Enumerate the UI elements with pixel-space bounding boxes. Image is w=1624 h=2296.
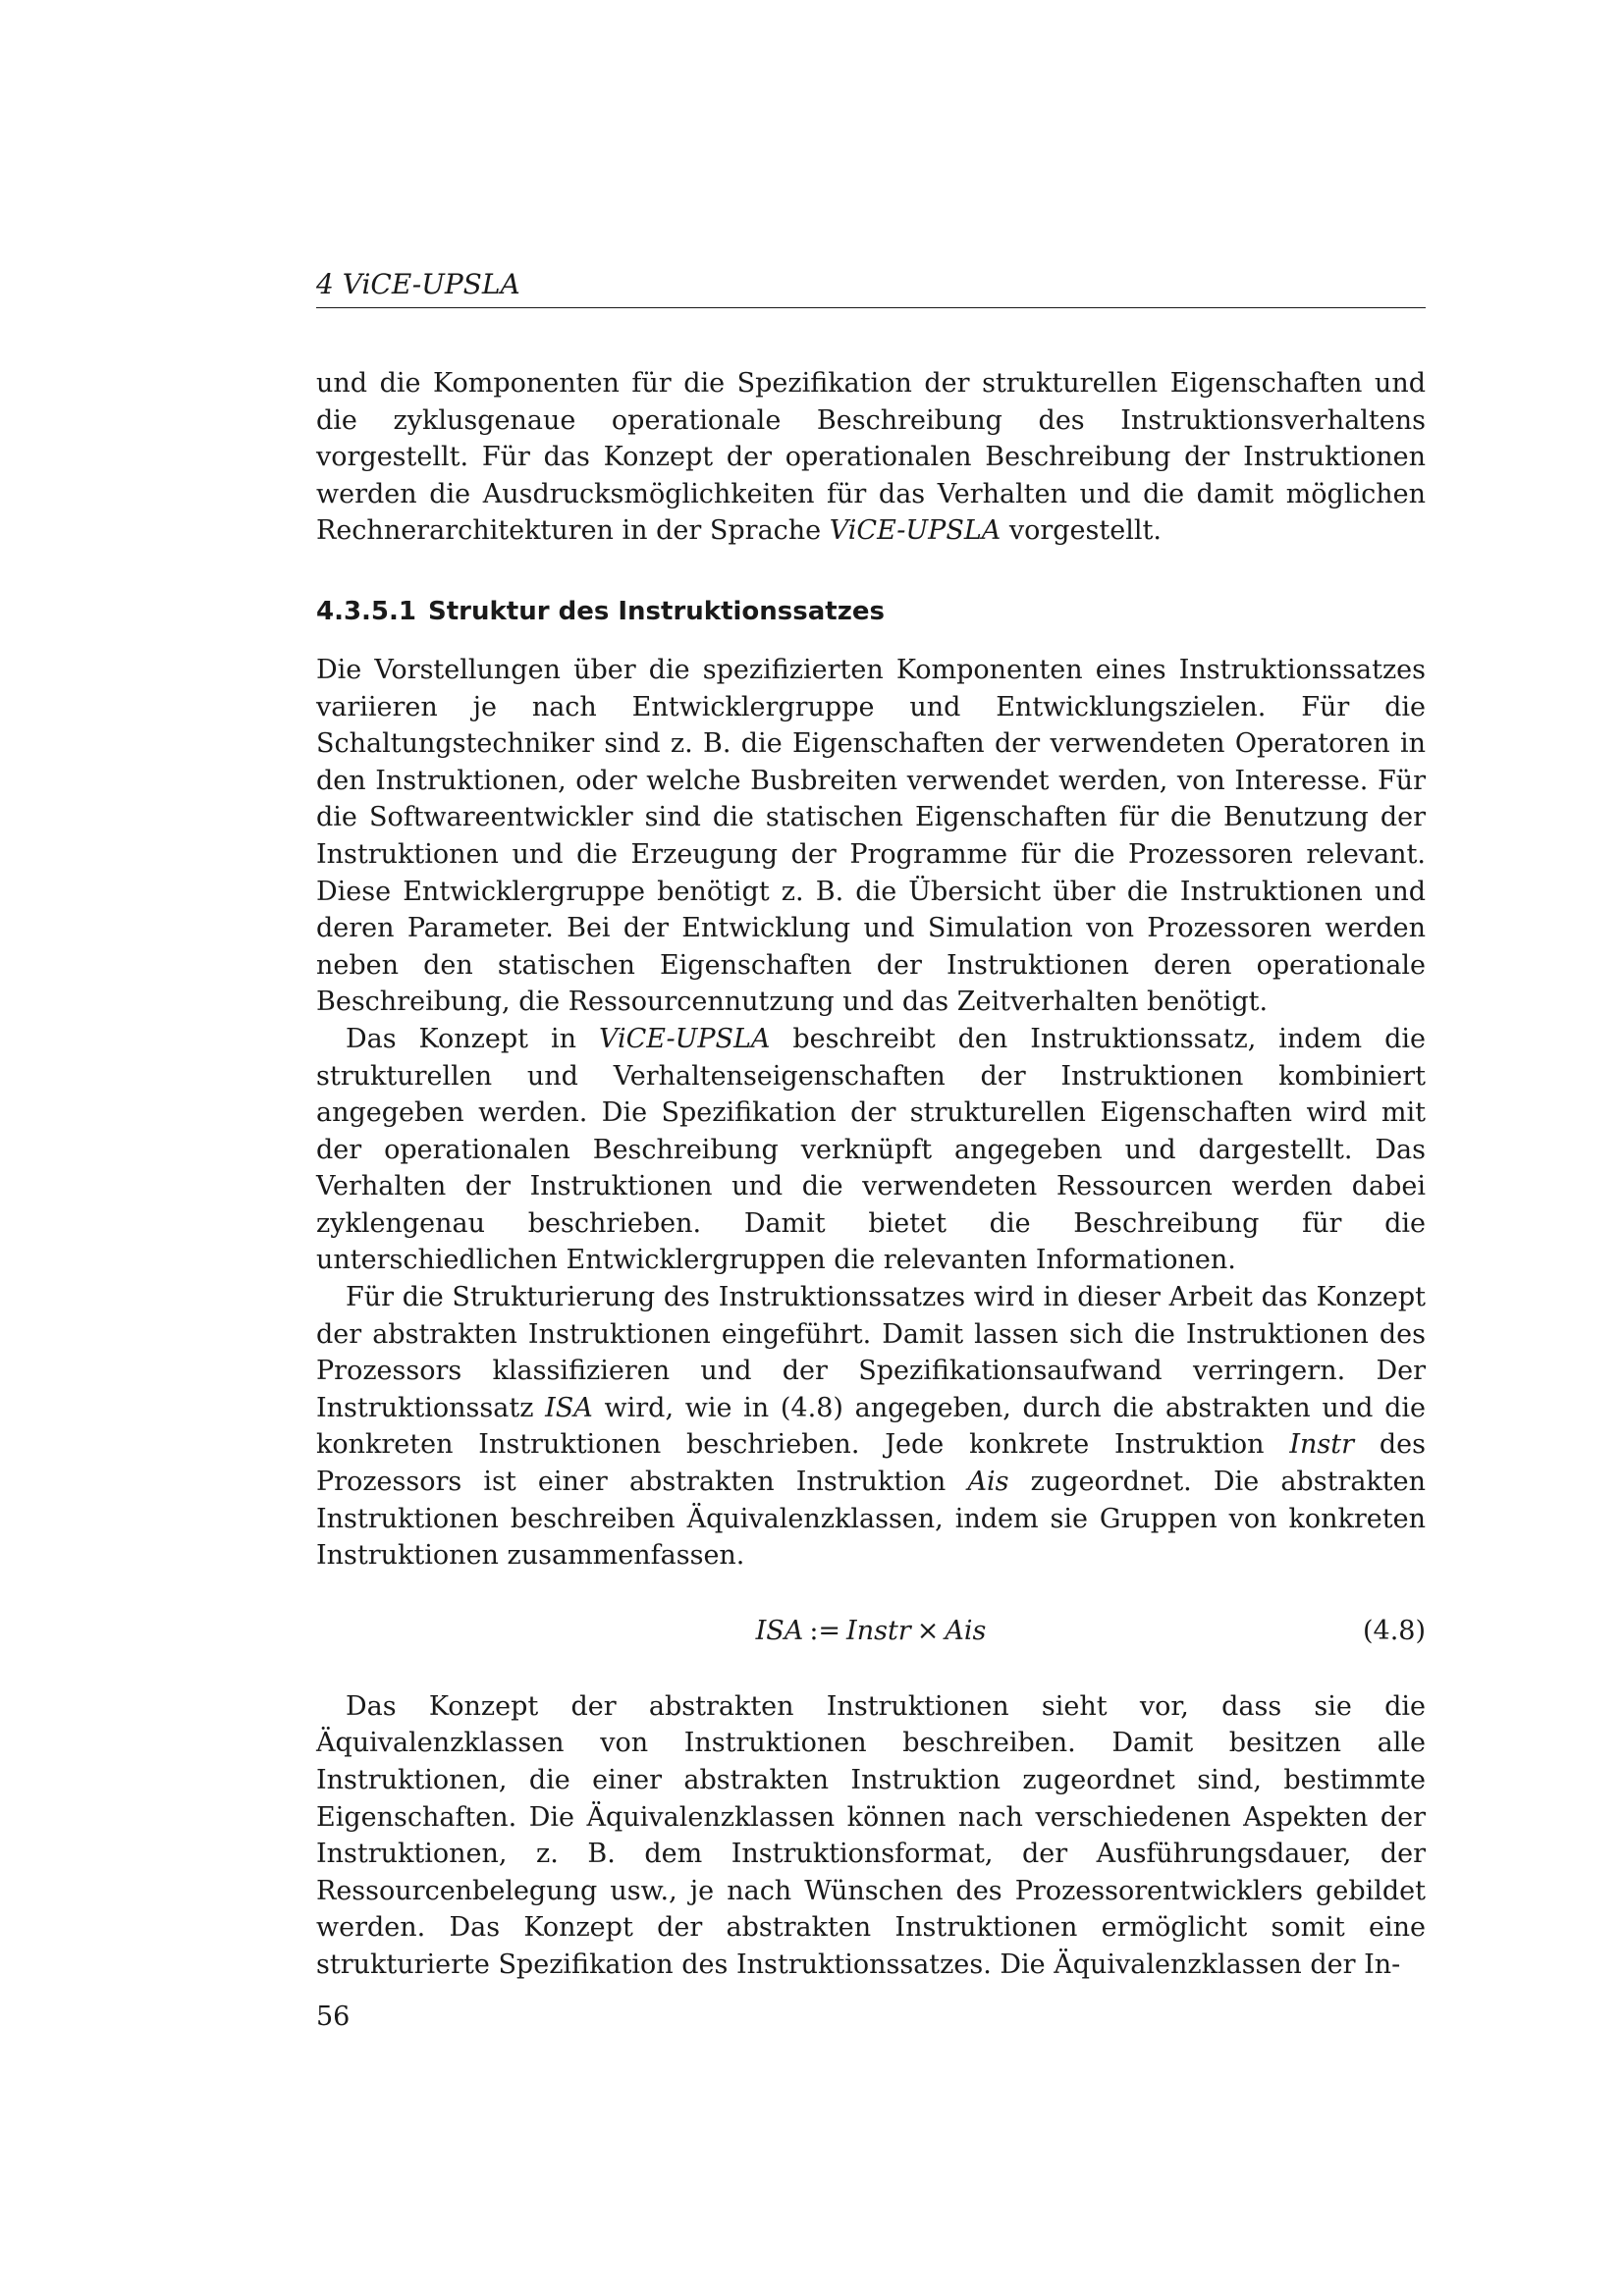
paragraph-3-a: Das Konzept in: [346, 1023, 599, 1054]
paragraph-4: [316, 1279, 1426, 1575]
equation-body: [316, 1612, 1426, 1651]
page-number: 56: [316, 2002, 351, 2032]
paragraph-5: Das Konzept der abstrakten Instruktionen sieht vor, dass sie die Äquivalenzklassen von Instruktionen beschreiben. Damit besitzen alle Instruktionen, die einer abstrakten Instruktion zugeordnet sind, bestimmte Eigenschaften. Die Äquivalenzklassen können nach verschiedenen Aspekten der Instruktionen, z. B. dem Instruktionsformat, der Ausführungsdauer, der Ressourcenbelegung usw., je nach Wünschen des Prozessorentwicklers gebildet werden. Das Konzept der abstrakten Instruktionen ermöglicht somit eine strukturierte Spezifikation des Instruktionssatzes. Die Äquivalenzklassen der In-: [316, 1690, 1426, 1980]
paragraph-4-b: wird, wie in (4.8) angegeben, durch die abstrakten und die konkreten Instruktionen beschrieben. Jede konkrete Instruktion: [316, 1392, 1426, 1461]
language-name: ViCE-UPSLA: [829, 515, 1001, 547]
section-number: 4.3.5.1: [316, 596, 416, 626]
paragraph-4-a: Für die Strukturierung des Instruktionssatzes wird in dieser Arbeit das Konzept der abstrakten Instruktionen eingeführt. Damit lassen sich die Instruktionen des Prozessors klassifizieren und der Spezifikationsaufwand verringern. Der Instruktionssatz: [316, 1282, 1426, 1423]
equation-lhs: ISA: [755, 1615, 804, 1646]
paragraph-intro-text: und die Komponenten für die Spezifikation der strukturellen Eigenschaften und die zyklusgenaue operationale Beschreibung des Instruktionsverhaltens vorgestellt. Für das Konzept der operationalen Beschreibung der Instruktionen werden die Ausdrucksmöglichkeiten für das Verhalten und die damit möglichen Rechnerarchitekturen in der Sprache: [316, 368, 1426, 547]
paragraph-intro: [316, 365, 1426, 550]
language-name: ViCE-UPSLA: [598, 1023, 771, 1054]
paragraph-3: [316, 1021, 1426, 1279]
equation-assign: :=: [809, 1615, 841, 1646]
section-title: Struktur des Instruktionssatzes: [428, 596, 885, 626]
symbol-instr: Instr: [1289, 1429, 1355, 1461]
equation-4-8: [316, 1612, 1426, 1651]
paragraph-4-c: des Prozessors ist einer abstrakten Instruktion: [316, 1429, 1426, 1498]
paragraph-4-d: zugeordnet. Die abstrakten Instruktionen beschreiben Äquivalenzklassen, indem sie Gruppen von konkreten Instruktionen zusammenfassen.: [316, 1467, 1426, 1572]
header-rule: [316, 307, 1426, 308]
equation-term-instr: Instr: [846, 1615, 911, 1646]
paragraph-3-b: beschreibt den Instruktionssatz, indem die strukturellen und Verhaltenseigenschaften der Instruktionen kombiniert angegeben werden. Die Spezifikation der strukturellen Eigenschaften wird mit der operationalen Beschreibung verknüpft angegeben und dargestellt. Das Verhalten der Instruktionen und die verwendeten Ressourcen werden dabei zyklengenau beschrieben. Damit bietet die Beschreibung für die unterschiedlichen Entwicklergruppen die relevanten Informationen.: [316, 1023, 1426, 1276]
paragraph-intro-end: vorgestellt.: [1001, 515, 1162, 547]
equation-number: (4.8): [1362, 1615, 1426, 1646]
symbol-isa: ISA: [545, 1392, 593, 1423]
running-head: 4 ViCE-UPSLA: [316, 268, 520, 300]
equation-term-ais: Ais: [945, 1615, 987, 1646]
symbol-ais: Ais: [967, 1467, 1009, 1498]
body-text: [316, 365, 1426, 1984]
equation-times: ×: [916, 1615, 940, 1646]
paragraph-2: Die Vorstellungen über die spezifizierten Komponenten eines Instruktionssatzes variieren je nach Entwicklergruppe und Entwicklungszielen. Für die Schaltungstechniker sind z. B. die Eigenschaften der verwendeten Operatoren in den Instruktionen, oder welche Busbreiten verwendet werden, von Interesse. Für die Softwareentwickler sind die statischen Eigenschaften für die Benutzung der Instruktionen und die Erzeugung der Programme für die Prozessoren relevant. Diese Entwicklergruppe benötigt z. B. die Übersicht über die Instruktionen und deren Parameter. Bei der Entwicklung und Simulation von Prozessoren werden neben den statischen Eigenschaften der Instruktionen deren operationale Beschreibung, die Ressourcennutzung und das Zeitverhalten benötigt.: [316, 654, 1426, 1018]
section-heading: [316, 595, 1426, 628]
